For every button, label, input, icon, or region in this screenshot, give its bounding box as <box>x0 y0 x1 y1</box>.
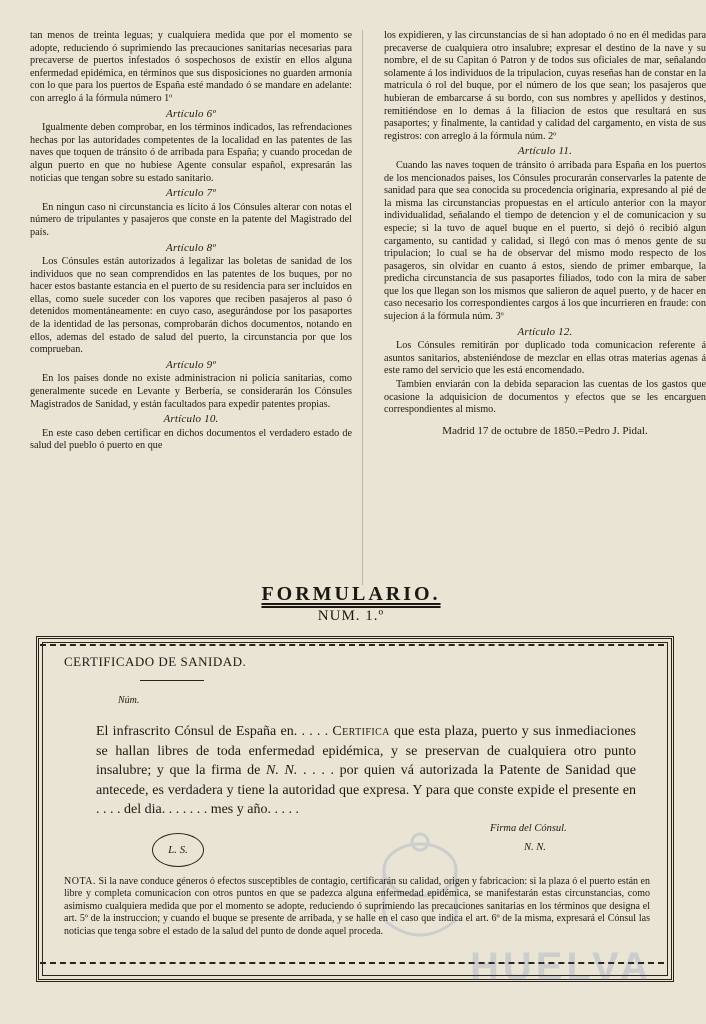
paragraph: Los Cónsules están autorizados á legalizar las boletas de sanidad de los individuos que no sean comprendidos en las patentes de los buques, por no hacer estos bastante estancia en el puerto de su residencia para ser incluidos en ellas, como suele suceder con los vapores que reciben pasajeros al paso ó detenidos momentáneamente: en cuyo caso, asegurándose por los pasaportes de la identidad de las personas, comprobarán dichos documentos, notando en ellos, ademas del estado de salud del puerto, la circunstancia por que los comprueban. <box>30 256 352 356</box>
article-heading: Artículo 11. <box>517 145 573 158</box>
paragraph: tan menos de treinta leguas; y cualquiera medida que por el momento se adopte, reduciendo ó suprimiendo las precauciones sanitarias necesarias para precaverse de puertos infestados ó sospechosos de existir en ellos alguna enfermedad epidémica, en términos que sus disposiciones no guarden armonía con lo que para los puertos de España esté mandado ó se mandare en adelante: con arreglo á la fórmula número 1º <box>30 30 352 104</box>
article-heading: Artículo 12. <box>517 325 573 338</box>
signature-placeholder: N. N. <box>524 842 546 853</box>
article-heading: Artículo 8º <box>166 241 216 254</box>
paragraph: Tambien enviarán con la debida separacion las cuentas de los gastos que ocasione la adquisicion de documentos y efectos que se les encarguen correspondientes al mismo. <box>384 379 706 416</box>
nota-text: Si la nave conduce géneros ó efectos susceptibles de contagio, certificarán su calidad, origen y fabricacion: si la plaza ó el puerto están en libre y completa comunicacion con otros puntos en que se padezca alguna enfermedad epidémica, se manifestarán estas circunstancias, como asimismo cualquiera medida que por el momento se adopte, reduciendo ó suprimiendo las precauciones sanitarias en los términos que designa el art. 5º de la instruccion; y cuando el buque se presente de arribada, y se halle en el caso que indica el art. 6º de la misma, expresará el Cónsul las noticias que tenga sobre el estado de la salud del punto de donde aquel proceda. <box>64 876 650 937</box>
body-text: El infrascrito Cónsul de España en. . . . . <box>96 724 333 739</box>
body-text: que esta plaza, puerto y sus inmediaciones se hallan libres de toda enfermedad epidémica, y se preservan de cualquiera otro punto insalubre; y que la firma de <box>96 724 636 778</box>
date-signature-line: Madrid 17 de octubre de 1850.=Pedro J. Pidal. <box>442 424 648 437</box>
certifica-word: Certifica <box>332 724 390 739</box>
number-label: Núm. <box>118 695 140 706</box>
article-heading: Artículo 10. <box>163 413 219 426</box>
body-text: . . . . por quien vá autorizada la Patente de Sanidad que antecede, es verdadera y tiene la autoridad que expresa. Y para que conste expide el presente en . . . . del dia. . . . . . . mes y año. . . . . <box>96 763 636 817</box>
paragraph: los expidieren, y las circunstancias de si han adoptado ó no en él medidas para precaverse de cualquiera otro insalubre; expresar el destino de la nave y su nombre, el de su Capitan ó Patron y de todos sus oficiales de mar, señalando solamente á los individuos de la tripulacion, cuyas reseñas han de constar en la matrícula ó rol del buque, por el número de los que sean; los pasajeros que hubieran de embarcarse á su bordo, con sus nombres y apellidos y destinos, remitiéndose en lo demas á la filiacion de estos que resultará en sus pasaportes; y finalmente, la cantidad y calidad del cargamento, en vista de sus registros: con arreglo á la fórmula núm. 2º <box>384 30 706 142</box>
article-heading: Artículo 7º <box>166 187 216 200</box>
paragraph: Los Cónsules remitirán por duplicado toda comunicacion referente á asuntos sanitarios, absteniéndose de mezclar en ellas otras materias agenas á este ramo del servicio que les está encomendado. <box>384 340 706 377</box>
certificate-title: CERTIFICADO DE SANIDAD. <box>64 654 247 669</box>
article-heading: Artículo 6º <box>166 107 216 120</box>
formulario-number: NUM. 1.º <box>317 608 385 624</box>
formulario-title: FORMULARIO. <box>261 583 441 605</box>
firma-label: Firma del Cónsul. <box>490 823 567 834</box>
nn-placeholder: N. N. <box>266 763 298 778</box>
seal-stamp <box>152 833 204 867</box>
nota-label: NOTA. <box>64 876 96 887</box>
right-column <box>384 30 706 438</box>
paragraph: En ningun caso ni circunstancia es lícito á los Cónsules alterar con notas el número de tripulantes y pasajeros que conste en la patente del Magistrado del país. <box>30 201 352 238</box>
paragraph: Igualmente deben comprobar, en los términos indicados, las refrendaciones hechas por las autoridades competentes de la localidad en las patentes de las naves que toquen de tránsito ó de arribada para España; y cuando procedan de algun puerto en que no hubiese Agente consular español, expresarán las noticias que tengan sobre su estado sanitario. <box>30 122 352 184</box>
column-divider <box>362 30 363 585</box>
seal-text: L. S. <box>168 844 188 856</box>
certificate-body <box>96 722 636 820</box>
watermark-text: HUELVA <box>470 945 653 989</box>
paragraph: En los paises donde no existe administracion ni policía sanitarias, como generalmente sucede en Levante y Berbería, se considerarán los Cónsules Magistrados de Sanidad, y están facultados para expedir patentes propias. <box>30 373 352 410</box>
title-rule <box>140 680 204 681</box>
paragraph: En este caso deben certificar en dichos documentos el verdadero estado de salud del pueblo ó puerto en que <box>30 427 352 452</box>
paragraph: Cuando las naves toquen de tránsito ó arribada para España en los puertos de los mencionados paises, los Cónsules procurarán conservarles la patente de sanidad para que sea conocida su procedencia originaria, expresando al pié de la misma las circunstancias propuestas en el artículo anterior con la mayor individualidad, señalando el tiempo de detencion y el de comunicacion y su especie; si la tuvo de aquel buque en el puerto, si dejó ó recibió algun cargamento, su cantidad y calidad, si llegó con mas ó menos gente de su tripulacion; lo cual se ha de observar del mismo modo respecto de los pasageros, sin olvidar en cuanto á estos, siendo de primer embarque, la predicha circunstancia de sus pasaportes filiados, todo con la mira de saber que los que llegan son los mismos que salieron de aquel puerto, y de hacer en caso necesario los correspondientes cargos á los que incurrieren en fraude: con sujecion á la fórmula núm. 3º <box>384 159 706 323</box>
frame-ornament-top <box>40 644 664 646</box>
nota-block <box>64 876 650 938</box>
left-column <box>30 30 352 454</box>
article-heading: Artículo 9º <box>166 358 216 371</box>
